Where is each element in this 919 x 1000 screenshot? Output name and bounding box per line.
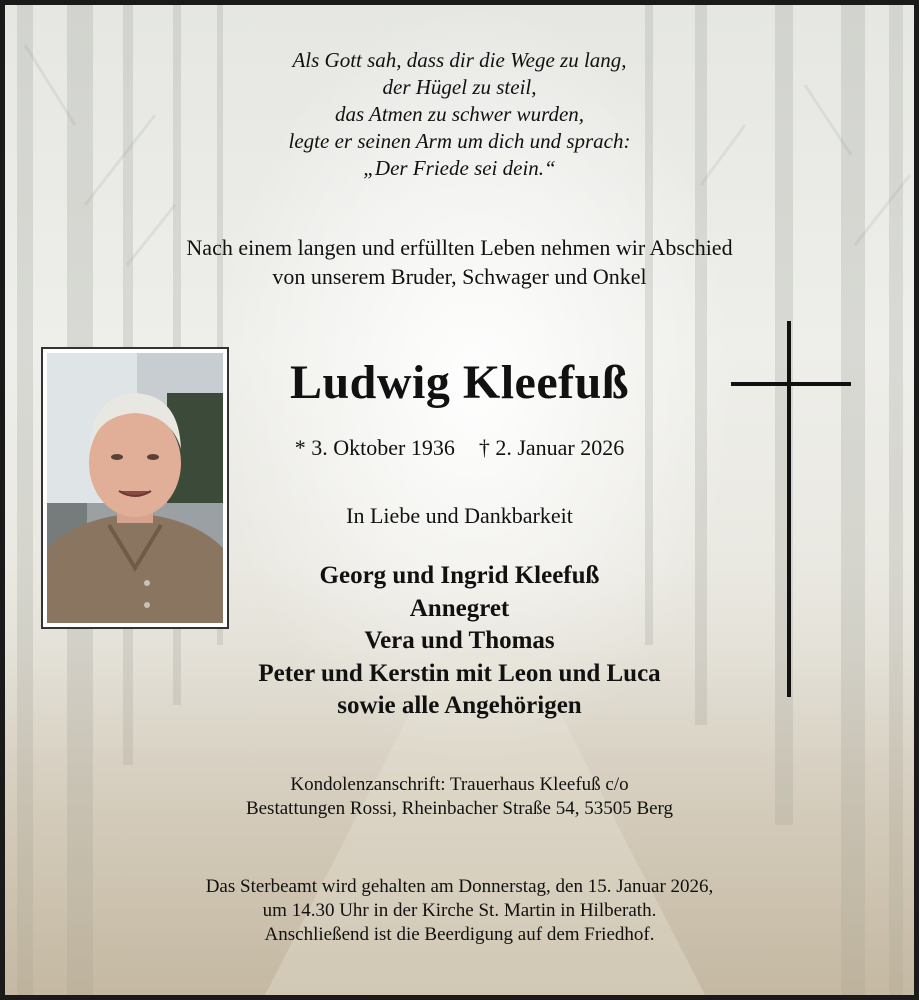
funeral-service-info	[5, 875, 914, 947]
birth-date: * 3. Oktober 1936	[294, 435, 455, 460]
condolence-line: Bestattungen Rossi, Rheinbacher Straße 54, 53505 Berg	[245, 798, 674, 819]
deceased-name: Ludwig Kleefuß	[289, 356, 630, 409]
service-line: Das Sterbeamt wird gehalten am Donnerstag, den 15. Januar 2026,	[205, 876, 714, 897]
dedication-line: In Liebe und Dankbarkeit	[346, 503, 573, 528]
condolence-line: Kondolenzanschrift: Trauerhaus Kleefuß c/o	[290, 774, 629, 795]
mourner-entry: Vera und Thomas	[364, 627, 555, 654]
mourner-entry: Georg und Ingrid Kleefuß	[319, 562, 600, 589]
memorial-verse	[5, 47, 914, 182]
intro-line: von unserem Bruder, Schwager und Onkel	[272, 264, 647, 289]
mourner-entry: sowie alle Angehörigen	[337, 692, 582, 719]
condolence-address	[5, 773, 914, 821]
death-date: † 2. Januar 2026	[478, 435, 625, 460]
farewell-intro	[5, 233, 914, 291]
cross-vertical-bar	[787, 321, 791, 697]
mourner-entry: Annegret	[409, 594, 510, 622]
intro-line: Nach einem langen und erfüllten Leben nehmen wir Abschied	[186, 235, 733, 260]
latin-cross-icon	[731, 321, 851, 697]
service-line: um 14.30 Uhr in der Kirche St. Martin in Hilberath.	[262, 900, 657, 921]
notice-content	[5, 5, 914, 995]
mourner-entry: Peter und Kerstin mit Leon und Luca	[258, 659, 661, 687]
cross-horizontal-bar	[731, 382, 851, 386]
verse-line: legte er seinen Arm um dich und sprach:	[288, 129, 631, 153]
service-line: Anschließend ist die Beerdigung auf dem Friedhof.	[264, 924, 655, 945]
verse-line: das Atmen zu schwer wurden,	[334, 102, 585, 126]
verse-line: Als Gott sah, dass dir die Wege zu lang,	[292, 48, 627, 72]
verse-line: „Der Friede sei dein.“	[363, 156, 556, 180]
verse-line: der Hügel zu steil,	[382, 75, 537, 99]
